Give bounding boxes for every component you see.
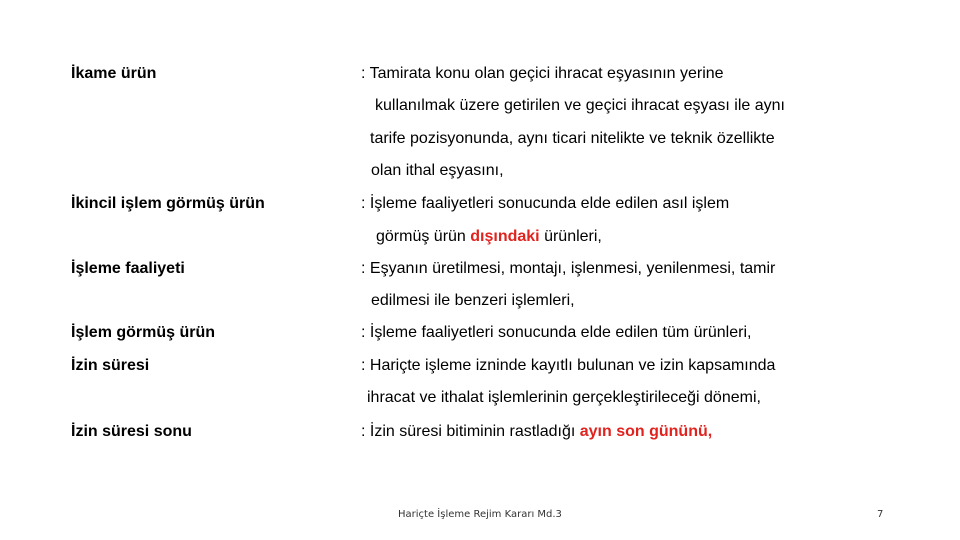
emphasis-disindaki: dışındaki [470, 228, 540, 245]
definition-isleme-line-1: : Eşyanın üretilmesi, montajı, işlenmesi, yenilenmesi, tamir [361, 260, 776, 277]
definition-ikame-line-3: tarife pozisyonunda, aynı ticari nitelikte ve teknik özellikte [370, 130, 775, 147]
page-number: 7 [877, 509, 884, 520]
term-isleme-faaliyeti: İşleme faaliyeti [71, 260, 185, 277]
definition-isleme-line-2: edilmesi ile benzeri işlemleri, [371, 292, 575, 309]
emphasis-ayin-son-gunu: ayın son gününü, [579, 423, 713, 440]
definition-ikincil-line-2-end: ürünleri, [539, 228, 602, 245]
definition-ikame-line-4: olan ithal eşyasını, [371, 162, 504, 179]
definition-ikincil-line-2-start: görmüş ürün [376, 228, 471, 245]
definition-izin-suresi-sonu-line-1 [361, 422, 712, 442]
definition-ikame-line-2: kullanılmak üzere getirilen ve geçici ihracat eşyası ile aynı [375, 97, 785, 114]
definition-ikame-line-1: : Tamirata konu olan geçici ihracat eşyasının yerine [361, 65, 724, 82]
definition-izin-suresi-line-1: : Hariçte işleme izninde kayıtlı bulunan ve izin kapsamında [361, 357, 776, 374]
definition-izin-suresi-sonu-start: : İzin süresi bitiminin rastladığı [361, 423, 580, 440]
term-ikincil-islem-gormus-urun: İkincil işlem görmüş ürün [71, 195, 265, 212]
definition-izin-suresi-line-2: ihracat ve ithalat işlemlerinin gerçekleştirileceği dönemi, [367, 389, 761, 406]
term-izin-suresi: İzin süresi [71, 357, 150, 374]
footer-source: Hariçte İşleme Rejim Kararı Md.3 [398, 509, 562, 520]
definition-ikincil-line-1: : İşleme faaliyetleri sonucunda elde edilen asıl işlem [361, 195, 730, 212]
definition-islem-gormus-line-1: : İşleme faaliyetleri sonucunda elde edilen tüm ürünleri, [361, 324, 752, 341]
term-ikame-urun: İkame ürün [71, 65, 157, 82]
term-islem-gormus-urun: İşlem görmüş ürün [71, 324, 216, 341]
definition-ikincil-line-2 [376, 227, 602, 247]
term-izin-suresi-sonu: İzin süresi sonu [71, 423, 192, 440]
